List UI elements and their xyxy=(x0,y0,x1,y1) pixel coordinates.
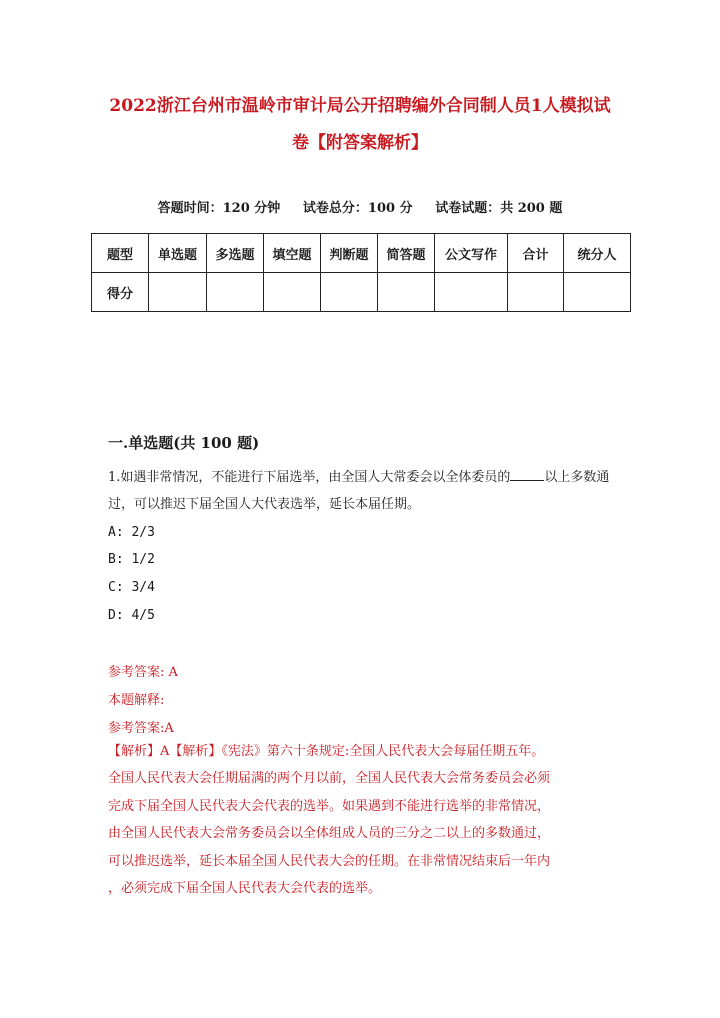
score-cell xyxy=(321,273,378,312)
score-table-header-row xyxy=(92,234,631,273)
explanation-label: 本题解释: xyxy=(108,693,165,708)
question-text-before: 1.如遇非常情况，不能进行下届选举，由全国人大常委会以全体委员的 xyxy=(108,470,511,485)
table-header-cell: 单选题 xyxy=(149,234,207,273)
option-a: A: 2/3 xyxy=(108,525,155,540)
analysis-line: 完成下届全国人民代表大会代表的选举。如果遇到不能进行选举的非常情况， xyxy=(108,798,551,814)
table-header-cell: 多选题 xyxy=(207,234,264,273)
analysis-line: 全国人民代表大会任期届满的两个月以前，全国人民代表大会常务委员会必须 xyxy=(108,771,551,787)
score-cell xyxy=(378,273,435,312)
score-row-label: 得分 xyxy=(92,273,149,312)
exam-meta-info: 答题时间：120 分钟 试卷总分：100 分 试卷试题：共 200 题 xyxy=(157,201,563,216)
score-cell xyxy=(149,273,207,312)
score-table xyxy=(91,233,631,312)
option-c: C: 3/4 xyxy=(108,580,155,595)
question-text-after: 以上多数通过，可以推迟下届全国人大代表选举，延长本届任期。 xyxy=(108,470,610,512)
document-title-line-1: 2022浙江台州市温岭市审计局公开招聘编外合同制人员1人模拟试 xyxy=(109,96,611,116)
score-cell xyxy=(564,273,631,312)
option-b: B: 1/2 xyxy=(108,552,155,567)
table-header-cell: 填空题 xyxy=(264,234,321,273)
answer-blank xyxy=(510,467,544,481)
reference-answer: 参考答案: A xyxy=(108,665,178,680)
analysis-line: ，必须完成下届全国人民代表大会代表的选举。 xyxy=(108,881,382,897)
document-title-line-2: 卷【附答案解析】 xyxy=(292,133,428,153)
score-cell xyxy=(508,273,564,312)
score-cell xyxy=(264,273,321,312)
score-cell xyxy=(435,273,508,312)
analysis-paragraph xyxy=(108,738,618,902)
reference-answer-2: 参考答案:A xyxy=(108,721,174,736)
analysis-line: 由全国人民代表大会常务委员会以全体组成人员的三分之二以上的多数通过， xyxy=(108,826,551,842)
table-header-cell: 判断题 xyxy=(321,234,378,273)
table-header-cell: 简答题 xyxy=(378,234,435,273)
section-heading: 一.单选题(共 100 题) xyxy=(108,434,260,452)
table-header-cell: 统分人 xyxy=(564,234,631,273)
score-cell xyxy=(207,273,264,312)
question-text xyxy=(108,464,618,518)
score-table-score-row xyxy=(92,273,631,312)
analysis-line: 【解析】A【解析】《宪法》第六十条规定:全国人民代表大会每届任期五年。 xyxy=(108,744,545,759)
table-header-cell: 题型 xyxy=(92,234,149,273)
analysis-line: 可以推迟选举，延长本届全国人民代表大会的任期。在非常情况结束后一年内 xyxy=(108,853,551,869)
table-header-cell: 合计 xyxy=(508,234,564,273)
option-d: D: 4/5 xyxy=(108,608,155,623)
table-header-cell: 公文写作 xyxy=(435,234,508,273)
